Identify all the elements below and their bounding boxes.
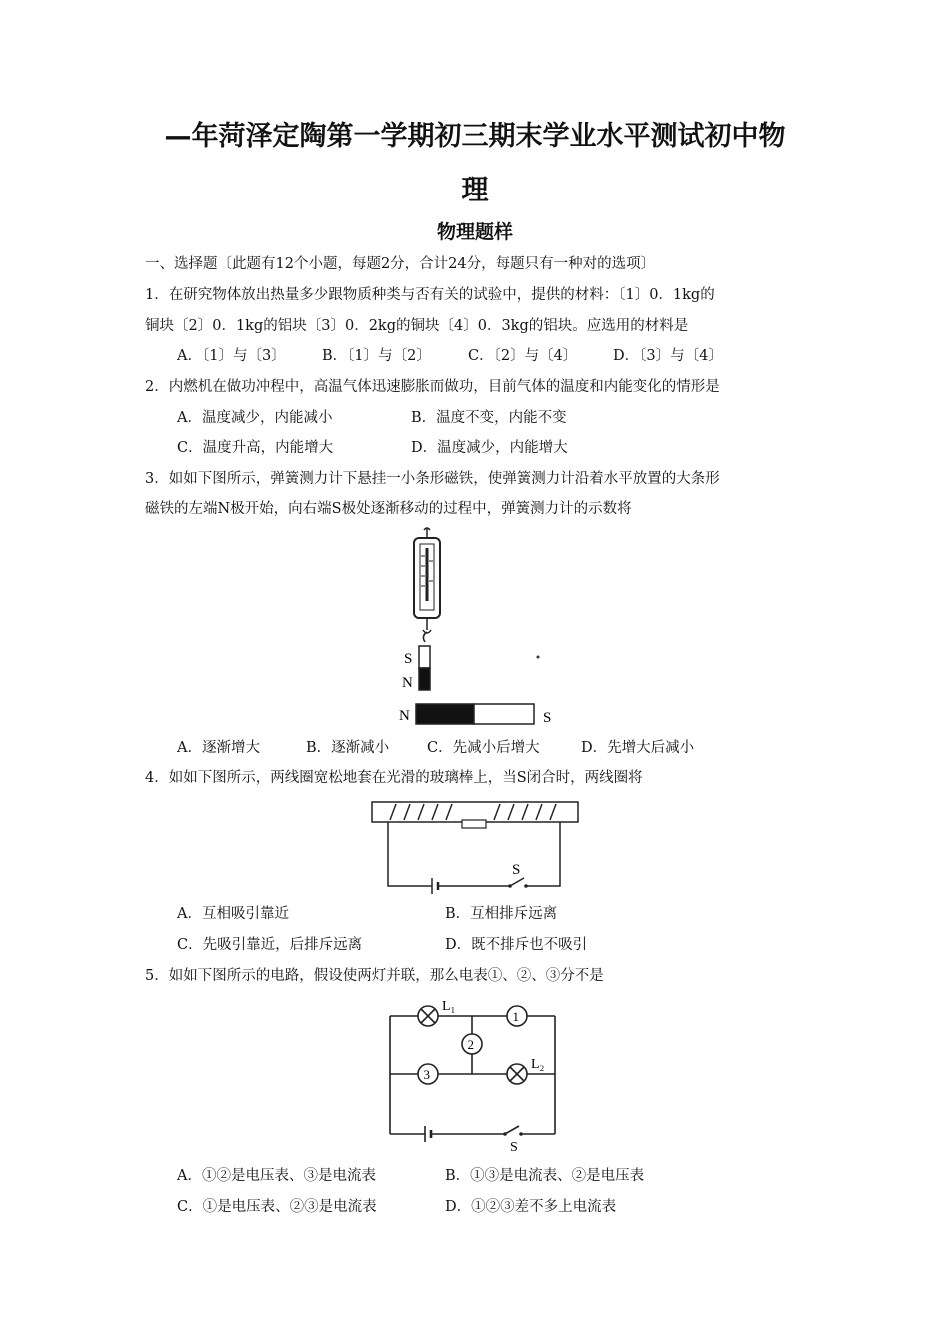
q3-option-b: B．逐渐减小 bbox=[306, 740, 390, 756]
svg-text:1: 1 bbox=[512, 1009, 519, 1024]
glass-rod bbox=[372, 802, 578, 822]
spring-scale-icon bbox=[414, 528, 440, 642]
svg-text:2: 2 bbox=[467, 1037, 474, 1052]
large-bar-magnet bbox=[416, 704, 534, 724]
q4-option-d: D．既不排斥也不吸引 bbox=[445, 937, 588, 953]
q2-stem-line-1: 2．内燃机在做功冲程中，高温气体迅速膨胀而做功，目前气体的温度和内能变化的情形是 bbox=[145, 379, 720, 395]
q1-option-b: B．〔1〕与〔2〕 bbox=[322, 348, 431, 364]
q2-option-d: D．温度减少，内能增大 bbox=[411, 440, 568, 456]
document-subtitle: 物理题样 bbox=[436, 221, 513, 243]
q2-option-b: B．温度不变，内能不变 bbox=[411, 410, 567, 426]
q4-stem-line-1: 4．如如下图所示，两线圈宽松地套在光滑的玻璃棒上，当S闭合时，两线圈将 bbox=[145, 770, 643, 786]
q5-switch-label: S bbox=[510, 1140, 518, 1155]
lamp-l1-icon bbox=[418, 1006, 438, 1026]
q3-option-c: C．先减小后增大 bbox=[427, 740, 540, 756]
q4-option-a: A．互相吸引靠近 bbox=[177, 906, 289, 922]
q3-figure-magnets bbox=[390, 526, 565, 732]
lamp-l2-icon bbox=[507, 1064, 527, 1084]
battery-icon bbox=[425, 1126, 431, 1142]
q4-switch-label: S bbox=[512, 862, 521, 878]
q1-option-c: C．〔2〕与〔4〕 bbox=[468, 348, 578, 364]
lamp-l1-label: L₁ bbox=[442, 999, 456, 1014]
q4-option-c: C．先吸引靠近，后排斥远离 bbox=[177, 937, 363, 953]
small-magnet-s-label: S bbox=[404, 651, 413, 667]
switch-icon bbox=[510, 878, 524, 886]
q3-option-d: D．先增大后减小 bbox=[581, 740, 695, 756]
q5-option-d: D．①②③差不多上电流表 bbox=[445, 1199, 617, 1215]
lamp-l2-label: L₂ bbox=[531, 1057, 545, 1072]
q1-stem-line-1: 1．在研究物体放出热量多少跟物质种类与否有关的试验中，提供的材料：〔1〕0．1kg的 bbox=[145, 287, 715, 303]
q4-figure-coils bbox=[370, 796, 585, 896]
document-title-line-2: 理 bbox=[461, 175, 489, 206]
q3-stem-line-1: 3．如如下图所示，弹簧测力计下悬挂一小条形磁铁，使弹簧测力计沿着水平放置的大条形 bbox=[145, 471, 720, 487]
q5-option-b: B．①③是电流表、②是电压表 bbox=[445, 1168, 645, 1184]
meter-2-icon bbox=[462, 1034, 482, 1054]
document-title-line-1: —年菏泽定陶第一学期初三期末学业水平测试初中物 bbox=[164, 121, 786, 152]
q2-option-c: C．温度升高，内能增大 bbox=[177, 440, 334, 456]
svg-text:3: 3 bbox=[423, 1067, 430, 1082]
large-magnet-n-label: N bbox=[399, 708, 410, 724]
small-magnet-n-label: N bbox=[402, 675, 413, 691]
small-bar-magnet bbox=[419, 646, 430, 690]
q4-option-b: B．互相排斥远离 bbox=[445, 906, 558, 922]
q1-option-a: A．〔1〕与〔3〕 bbox=[177, 348, 286, 364]
q1-stem-line-2: 铜块〔2〕0．1kg的铝块〔3〕0．2kg的铜块〔4〕0．3kg的铝块。应选用的材料是 bbox=[145, 318, 689, 334]
q2-option-a: A．温度减少，内能减小 bbox=[177, 410, 333, 426]
q3-stem-line-2: 磁铁的左端N极开始，向右端S极处逐渐移动的过程中，弹簧测力计的示数将 bbox=[145, 501, 632, 517]
large-magnet-s-label: S bbox=[543, 710, 552, 726]
q5-option-a: A．①②是电压表、③是电流表 bbox=[177, 1168, 376, 1184]
q3-option-a: A．逐渐增大 bbox=[177, 740, 260, 756]
q5-stem-line-1: 5．如如下图所示的电路，假设使两灯并联，那么电表①、②、③分不是 bbox=[145, 968, 604, 984]
switch-icon bbox=[503, 1132, 507, 1136]
meter-1-icon bbox=[507, 1006, 527, 1026]
q1-option-d: D．〔3〕与〔4〕 bbox=[613, 348, 723, 364]
q5-option-c: C．①是电压表、②③是电流表 bbox=[177, 1199, 377, 1215]
q5-figure-circuit bbox=[385, 996, 565, 1156]
section-heading: 一、选择题〔此题有12个小题，每题2分，合计24分，每题只有一种对的选项〕 bbox=[145, 256, 656, 272]
meter-3-icon bbox=[418, 1064, 438, 1084]
